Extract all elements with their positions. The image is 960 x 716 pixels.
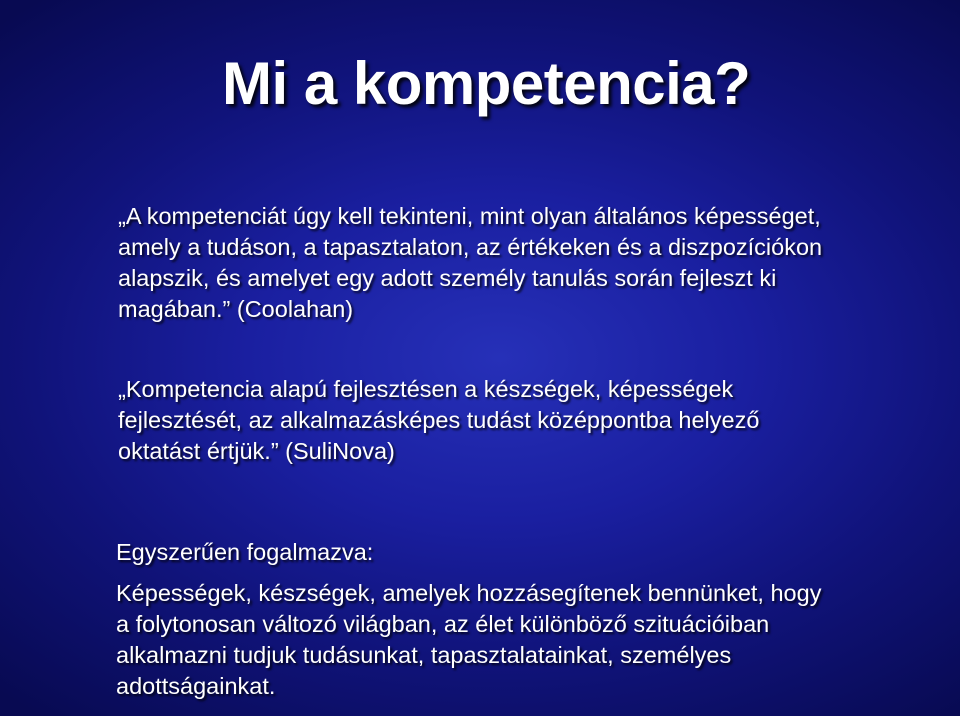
- text-line: alkalmazni tudjuk tudásunkat, tapasztalatainkat, személyes: [116, 642, 732, 668]
- text-line: alapszik, és amelyet egy adott személy tanulás során fejleszt ki: [118, 265, 777, 291]
- text-line: magában.” (Coolahan): [118, 296, 354, 322]
- summary-definition: [116, 578, 821, 702]
- text-line: a folytonosan változó világban, az élet különböző szituációiban: [116, 611, 770, 637]
- text-line: oktatást értjük.” (SuliNova): [118, 438, 395, 464]
- text-line: amely a tudáson, a tapasztalaton, az értékeken és a diszpozíciókon: [118, 234, 823, 260]
- definition-sulinova: [118, 374, 759, 467]
- text-line: fejlesztését, az alkalmazásképes tudást középpontba helyező: [118, 407, 760, 433]
- text-line: Képességek, készségek, amelyek hozzásegítenek bennünket, hogy: [116, 580, 822, 606]
- definition-coolahan: [118, 201, 822, 325]
- text-line: „A kompetenciát úgy kell tekinteni, mint olyan általános képességet,: [118, 203, 821, 229]
- text-line: Egyszerűen fogalmazva:: [116, 539, 374, 565]
- text-line: „Kompetencia alapú fejlesztésen a készségek, képességek: [118, 376, 734, 402]
- summary-heading: [116, 537, 373, 568]
- slide-title: Mi a kompetencia?: [222, 50, 751, 117]
- text-line: adottságainkat.: [116, 673, 276, 699]
